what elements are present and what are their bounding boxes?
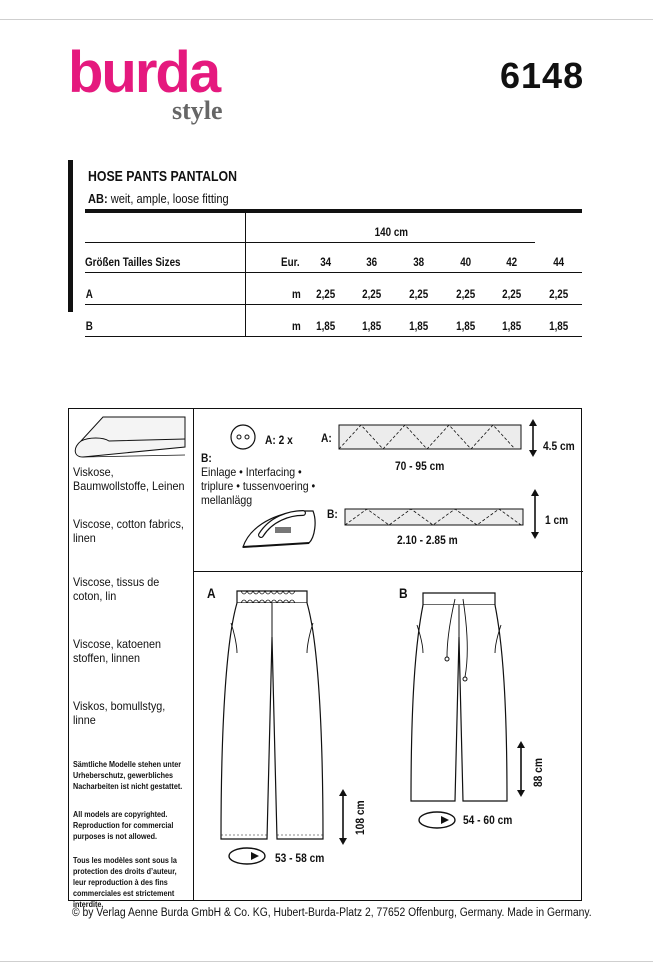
elastic-b-width: 1 cm xyxy=(545,513,569,527)
size-40: 40 xyxy=(459,255,471,269)
table-cell: 2,25 xyxy=(409,287,429,301)
unit-header: Eur. xyxy=(281,255,300,269)
panel-divider xyxy=(193,571,583,572)
interfacing-line-3: mellanlägg xyxy=(201,493,253,507)
elastic-b-strip xyxy=(345,507,525,529)
fabric-requirements-table xyxy=(85,209,582,337)
size-36: 36 xyxy=(366,255,378,269)
button-icon xyxy=(229,423,259,453)
table-cell: 1,85 xyxy=(409,319,429,333)
table-cell: 2,25 xyxy=(549,287,569,301)
footer-copyright: © by Verlag Aenne Burda GmbH & Co. KG, Hubert-Burda-Platz 2, 77652 Offenburg, Germany. Made in Germany. xyxy=(72,907,592,919)
size-38: 38 xyxy=(413,255,425,269)
interfacing-line-2: triplure • tussenvoering • xyxy=(201,479,316,493)
title-bar xyxy=(68,160,73,312)
fabric-width: 140 cm xyxy=(248,211,535,243)
elastic-a-strip xyxy=(339,423,523,453)
logo-subword: style xyxy=(172,96,223,125)
table-row-b xyxy=(85,305,582,337)
table-cell: 1,85 xyxy=(549,319,569,333)
table-width-row xyxy=(85,211,582,243)
table-cell: 2,25 xyxy=(455,287,475,301)
size-44: 44 xyxy=(553,255,565,269)
fabric-notions-panel xyxy=(68,408,582,909)
view-b-label: B xyxy=(399,585,408,601)
pattern-number: 6148 xyxy=(500,55,585,96)
view-b-length-arrow xyxy=(515,741,527,797)
table-cell: 2,25 xyxy=(502,287,522,301)
view-b-hem-icon xyxy=(417,809,459,831)
interfacing-line-1: Einlage • Interfacing • xyxy=(201,465,302,479)
fabric-text-de: Viskose, Baumwollstoffe, Leinen xyxy=(73,465,185,493)
view-b-hem: 54 - 60 cm xyxy=(463,813,513,827)
elastic-a-width: 4.5 cm xyxy=(543,439,575,453)
table-row-a xyxy=(85,273,582,305)
elastic-b-width-arrow xyxy=(529,489,541,539)
elastic-b-length: 2.10 - 2.85 m xyxy=(397,533,458,547)
elastic-a-length: 70 - 95 cm xyxy=(395,459,445,473)
table-cell: 1,85 xyxy=(455,319,475,333)
elastic-a-label: A: xyxy=(321,431,332,445)
bottom-rule xyxy=(0,961,653,962)
row-unit-a: m xyxy=(292,287,302,301)
view-a-hem: 53 - 58 cm xyxy=(275,851,325,865)
size-header: Größen Tailles Sizes xyxy=(85,255,181,269)
table-size-row xyxy=(85,243,582,273)
view-a-length: 108 cm xyxy=(353,800,367,835)
view-a-pants-drawing xyxy=(217,577,327,851)
table-cell: 2,25 xyxy=(362,287,382,301)
fabric-text-sv: Viskos, bomullstyg, linne xyxy=(73,699,166,727)
pattern-subtitle xyxy=(88,191,229,206)
view-b-pants-drawing xyxy=(409,585,509,811)
row-view-b: B xyxy=(85,319,93,333)
notion-b-label: B: xyxy=(201,451,212,465)
subtitle-text: weit, ample, loose fitting xyxy=(107,191,229,206)
burda-style-logo xyxy=(68,40,248,128)
fabric-text-nl: Viscose, katoenen stoffen, linnen xyxy=(73,637,162,665)
table-cell: 1,85 xyxy=(315,319,335,333)
elastic-a-width-arrow xyxy=(527,419,539,457)
size-34: 34 xyxy=(319,255,331,269)
view-a-label: A xyxy=(207,585,216,601)
view-a-length-arrow xyxy=(337,789,349,845)
table-cell: 1,85 xyxy=(502,319,522,333)
row-view-a: A xyxy=(85,287,93,301)
fabric-text-en: Viscose, cotton fabrics, linen xyxy=(73,517,184,545)
fabric-suggestions-column xyxy=(69,409,194,909)
pattern-title: HOSE PANTS PANTALON xyxy=(88,168,237,185)
copyright-note-en: All models are copyrighted. Reproduction for commercial purposes is not allowed. xyxy=(73,810,174,841)
copyright-note-fr: Tous les modèles sont sous la protection des droits d’auteur, leur reproduction à des fins commerciales est strictement interdite. xyxy=(73,856,177,909)
button-count: A: 2 x xyxy=(265,433,293,447)
view-a-hem-icon xyxy=(227,845,269,867)
copyright-note-de: Sämtliche Modelle stehen unter Urheberschutz, gewerbliches Nacharbeiten ist nicht gestattet. xyxy=(73,760,183,791)
table-cell: 1,85 xyxy=(362,319,382,333)
fabric-text-fr: Viscose, tissus de coton, lin xyxy=(73,575,160,603)
elastic-b-label: B: xyxy=(327,507,338,521)
subtitle-code: AB: xyxy=(88,191,108,206)
iron-icon xyxy=(239,501,319,557)
view-b-length: 88 cm xyxy=(531,758,545,787)
fabric-roll-icon xyxy=(73,415,189,463)
size-42: 42 xyxy=(506,255,518,269)
table-cell: 2,25 xyxy=(315,287,335,301)
logo-wordmark: burda xyxy=(68,40,220,105)
top-rule xyxy=(0,19,653,20)
row-unit-b: m xyxy=(292,319,302,333)
